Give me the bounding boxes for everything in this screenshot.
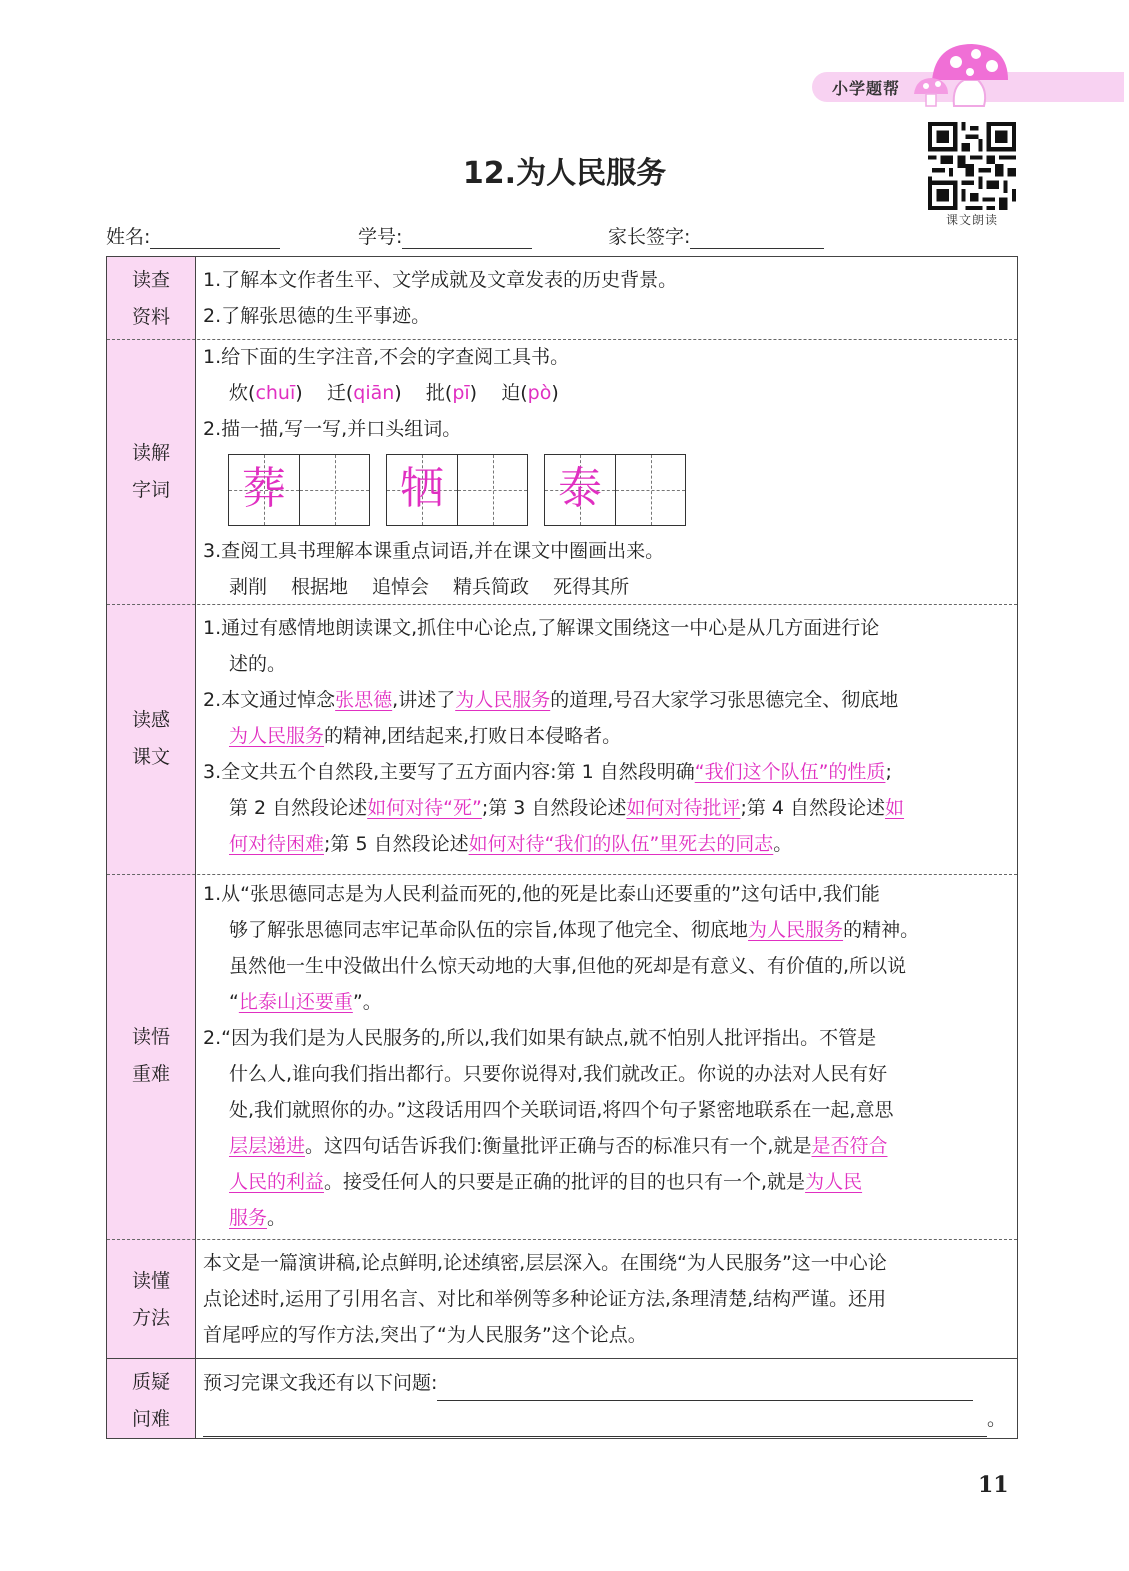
brand-name: 小学题帮 (832, 79, 901, 98)
section-label-vocabulary: 读解 字词 (131, 442, 170, 501)
answer-text: 比泰山还要重 (238, 991, 353, 1013)
questions-prompt: 预习完课文我还有以下问题: (203, 1372, 438, 1394)
answer-text: 如 (885, 797, 905, 819)
writing-grid[interactable] (228, 454, 370, 526)
answer-text: 服务 (229, 1207, 268, 1229)
answer-text: 层层递进 (229, 1135, 306, 1157)
answer-text: 人民的利益 (229, 1171, 325, 1193)
pinyin-answer: chuī (255, 382, 296, 404)
number-field[interactable] (358, 222, 532, 249)
parent-sign-line[interactable] (690, 230, 824, 249)
section-label-research: 读查 资料 (131, 269, 170, 328)
qr-caption: 课文朗读 (945, 213, 998, 227)
number-line[interactable] (402, 230, 532, 249)
writing-grid[interactable] (386, 454, 528, 526)
mushroom-icon (912, 40, 1012, 108)
pinyin-answer: pī (452, 382, 470, 404)
section-reading-content: 1.通过有感情地朗读课文,抓住中心论点,了解课文围绕这一中心是从几方面进行论 述的。 2.本文通过悼念张思德,讲述了为人民服务的道理,号召大家学习张思德完全、彻底地 为人民服务的精神,团结起来,打败日本侵略者。 3.全文共五个自然段,主要写了五方面内容:第 1 自然段明确“我们这个队伍”的性质; 第 2 自然段论述如何对待“死”;第 3 自然段论述如何对待批评;第 4 自然段论述如 何对待困难;第 5 自然段论述如何对待“我们的队伍”里死去的同志。 (203, 617, 905, 855)
section-questions-content: 预习完课文我还有以下问题: 。 (203, 1365, 1011, 1437)
pinyin-answer: pò (527, 382, 552, 404)
trace-char: 泰 (558, 463, 602, 514)
trace-char: 葬 (242, 463, 286, 514)
pinyin-answer: qiān (353, 382, 395, 404)
key-words: 剥削 根据地 追悼会 精兵简政 死得其所 (229, 576, 630, 598)
answer-text: 如何对待“死” (367, 797, 482, 819)
section-methods-content: 本文是一篇演讲稿,论点鲜明,论述缜密,层层深入。在围绕“为人民服务”这一中心论 点论述时,运用了引用名言、对比和举例等多种论证方法,条理清楚,结构严谨。还用 首尾呼应的写作方法,突出了“为人民服务”这个论点。 (203, 1252, 887, 1346)
section-label-reading: 读感 课文 (131, 709, 170, 768)
name-label: 姓名: (106, 226, 151, 248)
writing-grid[interactable] (544, 454, 686, 526)
answer-text: 何对待困难 (229, 833, 325, 855)
section-key-points-content: 1.从“张思德同志是为人民利益而死的,他的死是比泰山还要重的”这句话中,我们能 够了解张思德同志牢记革命队伍的宗旨,体现了他完全、彻底地为人民服务的精神。 虽然他一生中没做出什么惊天动地的大事,但他的死却是有意义、有价值的,所以说 “比泰山还要重”。 2.“因为我们是为人民服务的,所以,我们如果有缺点,就不怕别人批评指出。不管是 什么人,谁向我们指出都行。只要你说得对,我们就改正。你说的办法对人民有好 处,我们就照你的办。”这段话用四个关联词语,将四个句子紧密地联系在一起,意思 层层递进。这四句话告诉我们:衡量批评正确与否的标准只有一个,就是是否符合 人民的利益。接受任何人的只要是正确的批评的目的也只有一个,就是为人民 服务。 (203, 883, 920, 1229)
name-field[interactable] (106, 222, 280, 249)
section-research-content: 1.了解本文作者生平、文学成就及文章发表的历史背景。 2.了解张思德的生平事迹。 (203, 269, 678, 327)
number-label: 学号: (358, 226, 403, 248)
section-label-questions: 质疑 问难 (131, 1371, 170, 1430)
section-label-methods: 读懂 方法 (131, 1270, 170, 1329)
page-number: 11 (978, 1472, 1009, 1498)
answer-text: 为人民 (805, 1171, 863, 1193)
answer-line[interactable] (437, 1380, 973, 1401)
name-line[interactable] (150, 230, 280, 249)
answer-text: 为人民服务 (748, 919, 844, 941)
answer-text: 为人民服务 (229, 725, 325, 747)
section-vocabulary-words: 3.查阅工具书理解本课重点词语,并在课文中圈画出来。 剥削 根据地 追悼会 精兵简政 死得其所 (203, 533, 1011, 605)
answer-text: 为人民服务 (455, 689, 551, 711)
answer-text: 如何对待批评 (626, 797, 741, 819)
answer-text: “我们这个队伍”的性质 (694, 761, 886, 783)
answer-text: 如何对待“我们的队伍”里死去的同志 (468, 833, 774, 855)
answer-line[interactable] (203, 1416, 987, 1437)
divider (107, 1358, 1017, 1359)
divider (107, 874, 1017, 875)
page-title: 12.为人民服务 (462, 156, 667, 191)
parent-sign-field[interactable] (608, 222, 824, 249)
divider (107, 1239, 1017, 1240)
answer-text: 张思德 (335, 689, 393, 711)
section-vocabulary-content: 1.给下面的生字注音,不会的字查阅工具书。 炊(chuī) 迁(qiān) 批(pī) 迫(pò) 2.描一描,写一写,并口头组词。 (203, 339, 1011, 447)
answer-text: 是否符合 (811, 1135, 888, 1157)
trace-char: 牺 (400, 463, 444, 514)
parent-sign-label: 家长签字: (608, 226, 691, 248)
pinyin-row: 炊(chuī) 迁(qiān) 批(pī) 迫(pò) (229, 382, 559, 404)
section-label-key-points: 读悟 重难 (131, 1026, 170, 1085)
worksheet-table (106, 256, 1018, 1439)
